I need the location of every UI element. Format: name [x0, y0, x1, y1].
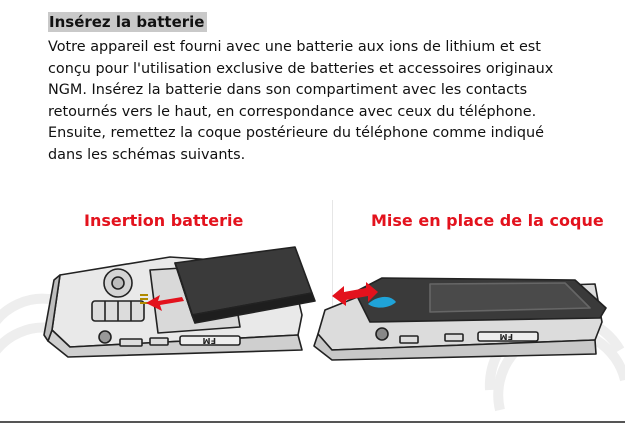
- caption-cover-placement: Mise en place de la coque: [371, 211, 604, 230]
- paragraph-line: Votre appareil est fourni avec une batterie aux ions de lithium et est: [48, 39, 541, 55]
- paragraph-line: retournés vers le haut, en correspondance avec ceux du téléphone.: [48, 103, 537, 120]
- instructions-paragraph: [48, 37, 608, 167]
- battery-insertion-illustration: [40, 235, 330, 360]
- paragraph-line: dans les schémas suivants.: [48, 146, 246, 163]
- cover-placement-illustration: [310, 262, 620, 362]
- section-heading: Insérez la batterie: [48, 12, 207, 32]
- paragraph-line: Ensuite, remettez la coque postérieure du téléphone comme indiqué: [48, 125, 545, 142]
- fm-button-label: FM: [499, 332, 513, 341]
- fm-button-label: FM: [202, 336, 216, 345]
- caption-battery-insertion: Insertion batterie: [84, 211, 244, 230]
- paragraph-line: conçu pour l'utilisation exclusive de batteries et accessoires originaux: [48, 60, 554, 77]
- footer-rule: [0, 421, 625, 423]
- paragraph-line: NGM. Insérez la batterie dans son compartiment avec les contacts: [48, 82, 528, 99]
